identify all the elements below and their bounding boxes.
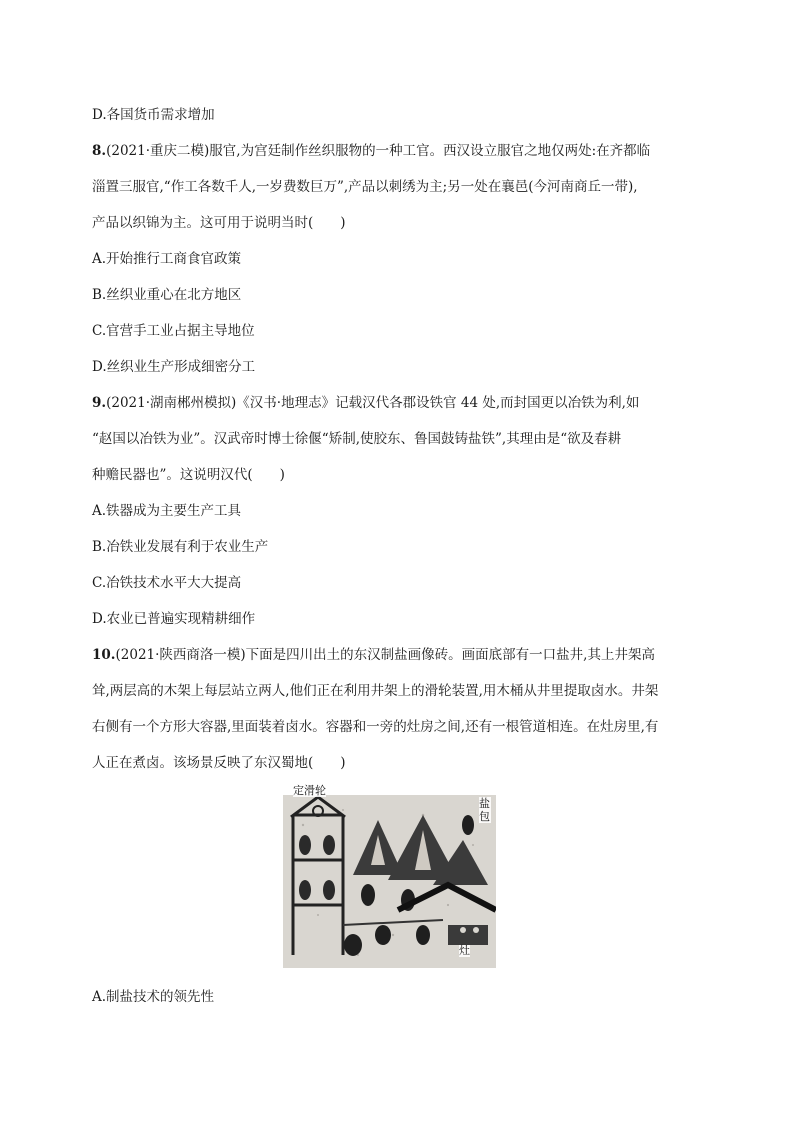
q10-stem-line-4: 人正在煮卤。该场景反映了东汉蜀地( )	[92, 755, 346, 771]
q9-number: 9.	[92, 395, 107, 411]
q8-option-d: D.丝织业生产形成细密分工	[92, 359, 256, 375]
q8-number: 8.	[92, 143, 107, 159]
q8-stem-text-1: (2021·重庆二模)服官,为宫廷制作丝织服物的一种工官。西汉设立服官之地仅两处:在齐都临	[106, 143, 651, 159]
q9-stem-text-1: (2021·湖南郴州模拟)《汉书·地理志》记载汉代各郡设铁官 44 处,而封国更以冶铁为利,如	[106, 395, 640, 411]
prev-option-d: D.各国货币需求增加	[92, 107, 215, 123]
q8-stem-line-2: 淄置三服官,“作工各数千人,一岁费数巨万”,产品以刺绣为主;另一处在襄邑(今河南商丘一带),	[92, 179, 638, 195]
q8-option-a: A.开始推行工商食官政策	[92, 251, 242, 267]
q8-option-c: C.官营手工业占据主导地位	[92, 323, 255, 339]
q9-option-b: B.冶铁业发展有利于农业生产	[92, 539, 269, 555]
q10-stem-line-2: 耸,两层高的木架上每层站立两人,他们正在利用井架上的滑轮装置,用木桶从井里提取卤水。井架	[92, 683, 659, 699]
q10-stem-text-1: (2021·陕西商洛一模)下面是四川出土的东汉制盐画像砖。画面底部有一口盐井,其上井架高	[115, 647, 655, 663]
q8-stem-line-3: 产品以织锦为主。这可用于说明当时( )	[92, 215, 346, 231]
q8-stem-line-1	[92, 142, 650, 160]
relief-illustration	[283, 785, 496, 968]
q10-number: 10.	[92, 647, 116, 663]
pulley-label: 定滑轮	[293, 784, 326, 797]
salt-making-relief-image	[283, 785, 496, 968]
q9-stem-line-1	[92, 394, 639, 412]
salt-bag-label: 盐包	[479, 797, 490, 823]
q8-option-b: B.丝织业重心在北方地区	[92, 287, 242, 303]
q10-stem-line-1	[92, 646, 655, 664]
stove-label: 灶	[459, 944, 470, 957]
q9-option-a: A.铁器成为主要生产工具	[92, 503, 242, 519]
q10-option-a: A.制盐技术的领先性	[92, 989, 215, 1005]
q10-stem-line-3: 右侧有一个方形大容器,里面装着卤水。容器和一旁的灶房之间,还有一根管道相连。在灶房里,有	[92, 719, 659, 735]
q9-stem-line-2: “赵国以冶铁为业”。汉武帝时博士徐偃“矫制,使胶东、鲁国鼓铸盐铁”,其理由是“欲及春耕	[92, 431, 622, 447]
q9-option-d: D.农业已普遍实现精耕细作	[92, 611, 256, 627]
q9-stem-line-3: 种赡民器也”。这说明汉代( )	[92, 467, 285, 483]
q9-option-c: C.冶铁技术水平大大提高	[92, 575, 242, 591]
